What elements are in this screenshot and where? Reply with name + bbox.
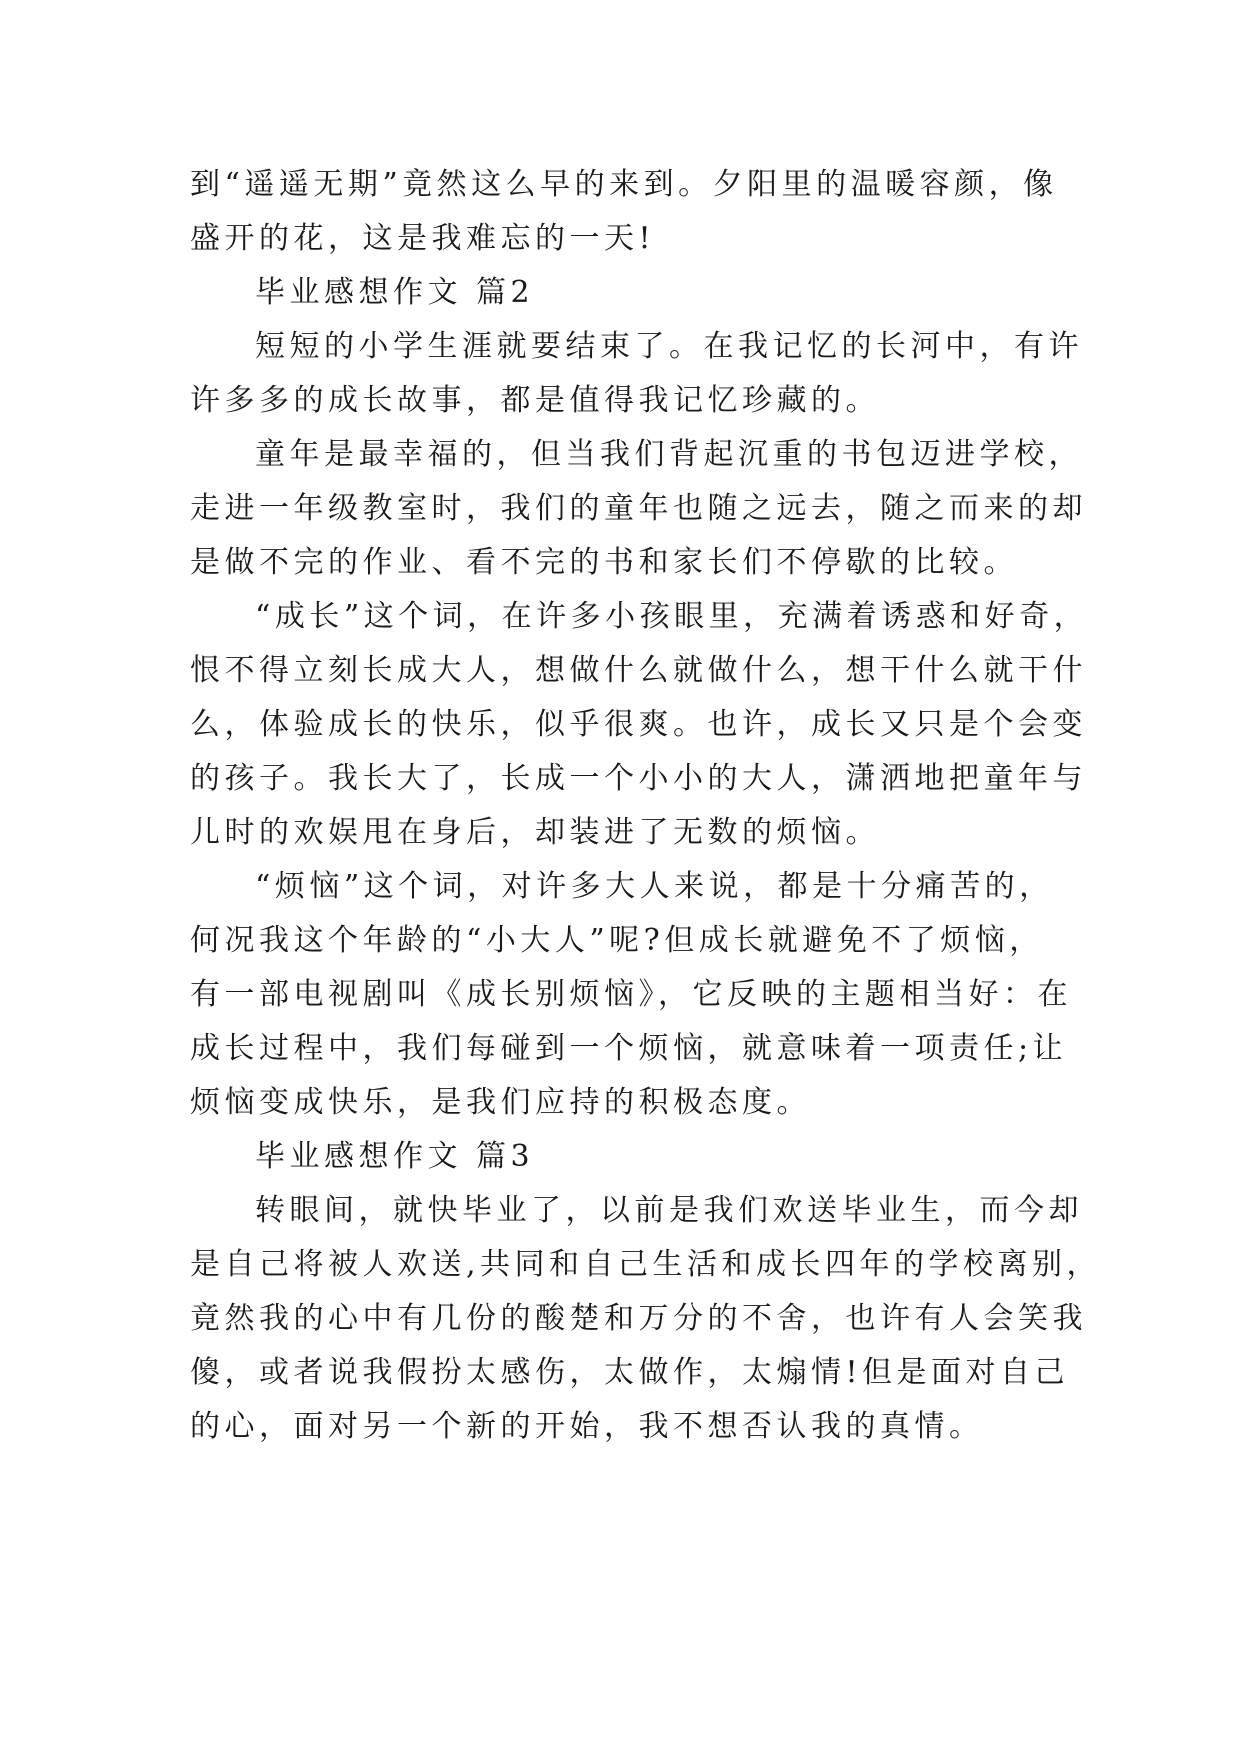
text-line: 许多多的成长故事，都是值得我记忆珍藏的。	[190, 383, 880, 418]
paragraph	[190, 428, 1087, 590]
text-line: 短短的小学生涯就要结束了。在我记忆的长河中，有许	[255, 329, 1083, 364]
heading-text: 毕业感想作文 篇2	[255, 275, 535, 310]
text-line: 何况我这个年龄的“小大人”呢?但成长就避免不了烦恼，	[190, 923, 1044, 958]
text-line: 烦恼变成快乐，是我们应持的积极态度。	[190, 1085, 811, 1120]
section-heading-3	[190, 1130, 1050, 1184]
paragraph	[190, 860, 1072, 1130]
text-line: 儿时的欢娱甩在身后，却装进了无数的烦恼。	[190, 815, 880, 850]
text-line: 恨不得立刻长成大人，想做什么就做什么，想干什么就干什	[190, 653, 1087, 688]
paragraph	[190, 1184, 1102, 1454]
text-line: 童年是最幸福的，但当我们背起沉重的书包迈进学校，	[255, 437, 1083, 472]
text-line: 么，体验成长的快乐，似乎很爽。也许，成长又只是个会变	[190, 707, 1087, 742]
paragraph-continuation	[190, 158, 1058, 266]
text-line: 是做不完的作业、看不完的书和家长们不停歇的比较。	[190, 545, 1018, 580]
text-line: 的孩子。我长大了，长成一个小小的大人，潇洒地把童年与	[190, 761, 1087, 796]
text-line: 竟然我的心中有几份的酸楚和万分的不舍，也许有人会笑我	[190, 1301, 1087, 1336]
text-line: 盛开的花，这是我难忘的一天!	[190, 221, 656, 256]
text-line: 到“遥遥无期”竟然这么早的来到。夕阳里的温暖容颜，像	[190, 167, 1058, 202]
text-line: 有一部电视剧叫《成长别烦恼》，它反映的主题相当好：在	[190, 977, 1072, 1012]
text-line: 是自己将被人欢送,共同和自己生活和成长四年的学校离别，	[190, 1247, 1102, 1282]
heading-text: 毕业感想作文 篇3	[255, 1139, 535, 1174]
text-line: 的心，面对另一个新的开始，我不想否认我的真情。	[190, 1409, 984, 1444]
text-line: “成长”这个词，在许多小孩眼里，充满着诱惑和好奇，	[255, 599, 1089, 634]
document-page	[190, 158, 1102, 1454]
text-line: 傻，或者说我假扮太感伤，太做作，太煽情!但是面对自己	[190, 1355, 1070, 1390]
text-line: “烦恼”这个词，对许多大人来说，都是十分痛苦的，	[255, 869, 1054, 904]
text-line: 转眼间，就快毕业了，以前是我们欢送毕业生，而今却	[255, 1193, 1083, 1228]
paragraph	[190, 320, 1083, 428]
text-line: 走进一年级教室时，我们的童年也随之远去，随之而来的却	[190, 491, 1087, 526]
paragraph	[190, 590, 1089, 860]
text-line: 成长过程中，我们每碰到一个烦恼，就意味着一项责任;让	[190, 1031, 1068, 1066]
section-heading-2	[190, 266, 1050, 320]
